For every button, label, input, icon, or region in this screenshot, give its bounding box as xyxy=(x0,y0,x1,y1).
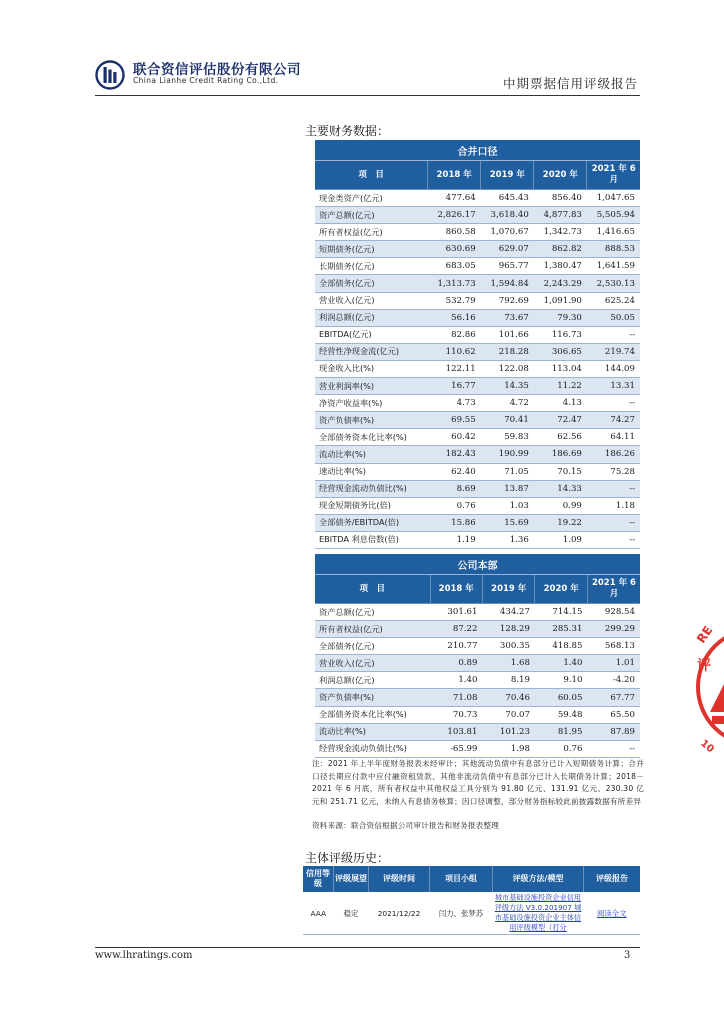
row-value: 219.74 xyxy=(587,343,640,360)
row-value: 71.08 xyxy=(430,689,482,706)
row-label: 净资产收益率(%) xyxy=(315,395,428,412)
row-value: 64.11 xyxy=(587,429,640,446)
row-label: 资产总额(亿元) xyxy=(315,604,430,621)
table-row xyxy=(315,446,640,463)
row-value: 1.03 xyxy=(481,497,534,514)
row-value: 60.42 xyxy=(428,429,481,446)
row-value: 113.04 xyxy=(534,360,587,377)
row-value: 15.86 xyxy=(428,514,481,531)
row-value: 14.35 xyxy=(481,378,534,395)
header-grade: 信用等级 xyxy=(303,866,334,892)
table-row xyxy=(315,723,640,740)
row-value: 13.87 xyxy=(481,480,534,497)
row-value: 70.73 xyxy=(430,706,482,723)
header-divider xyxy=(95,95,640,96)
row-label: EBITDA(亿元) xyxy=(315,326,428,343)
row-value: 71.05 xyxy=(481,463,534,480)
header-team: 项目小组 xyxy=(430,866,493,892)
parent-header-row xyxy=(315,575,640,604)
table-row xyxy=(315,207,640,224)
row-value: 856.40 xyxy=(534,190,587,207)
table-row xyxy=(315,497,640,514)
row-value: 965.77 xyxy=(481,258,534,275)
company-seal-stamp xyxy=(694,612,724,762)
table-row xyxy=(315,463,640,480)
row-value: 1,380.47 xyxy=(534,258,587,275)
data-source: 资料来源：联合资信根据公司审计报告和财务报表整理 xyxy=(312,821,500,830)
financial-note: 注：2021 年上半年度财务报表未经审计；其他流动负债中有息部分已计入短期债务计算；合并口径长期应付款中应付融资租赁款、其他非流动负债中有息部分已计入长期债务计算；2018－2021 年 6 月底，所有者权益中其他权益工具分别为 91.80 亿元、131.91 亿元、230.30 亿元和 251.71 亿元，未纳入有息债务核算；因口径调整，部分财务指标较此前披露数据有所差异 xyxy=(312,759,644,806)
row-value: 1,416.65 xyxy=(587,224,640,241)
row-label: 利润总额(亿元) xyxy=(315,672,430,689)
row-label: EBITDA 利息倍数(倍) xyxy=(315,531,428,548)
table-row xyxy=(315,740,640,757)
row-value: 60.05 xyxy=(535,689,587,706)
row-value: -4.20 xyxy=(587,672,640,689)
table-row xyxy=(315,343,640,360)
row-label: 全部债务(亿元) xyxy=(315,275,428,292)
row-value: 87.22 xyxy=(430,621,482,638)
row-value: 56.16 xyxy=(428,309,481,326)
row-value: 122.11 xyxy=(428,360,481,377)
row-label: 全部债务资本化比率(%) xyxy=(315,706,430,723)
row-value: 210.77 xyxy=(430,638,482,655)
row-value: 62.40 xyxy=(428,463,481,480)
row-value: -- xyxy=(587,480,640,497)
row-value: 15.69 xyxy=(481,514,534,531)
table-row xyxy=(315,480,640,497)
row-value: 300.35 xyxy=(482,638,534,655)
row-value: 122.08 xyxy=(481,360,534,377)
row-value: 50.05 xyxy=(587,309,640,326)
table-row xyxy=(315,638,640,655)
row-value: 301.61 xyxy=(430,604,482,621)
row-value: 75.28 xyxy=(587,463,640,480)
row-label: 利润总额(亿元) xyxy=(315,309,428,326)
rating-method-link[interactable]: 城市基础设施投资企业信用评级方法 V3.0.201907 城市基础设施投资企业主体信用评级模型（打分 xyxy=(493,892,584,935)
row-value: 73.67 xyxy=(481,309,534,326)
row-label: 营业利润率(%) xyxy=(315,378,428,395)
table-row xyxy=(315,689,640,706)
row-label: 速动比率(%) xyxy=(315,463,428,480)
row-label: 流动比率(%) xyxy=(315,723,430,740)
row-value: 74.27 xyxy=(587,412,640,429)
page-number: 3 xyxy=(624,950,631,961)
row-value: 101.66 xyxy=(481,326,534,343)
consolidated-financial-table xyxy=(315,140,640,549)
row-label: 所有者权益(亿元) xyxy=(315,621,430,638)
row-value: 860.58 xyxy=(428,224,481,241)
row-value: 1,091.90 xyxy=(534,292,587,309)
table-row xyxy=(315,292,640,309)
row-value: 70.46 xyxy=(482,689,534,706)
header-2021h1: 2021 年 6 月 xyxy=(587,575,640,604)
report-type: 中期票据信用评级报告 xyxy=(502,76,638,91)
row-value: 8.19 xyxy=(482,672,534,689)
row-value: 4.13 xyxy=(534,395,587,412)
table-row xyxy=(315,190,640,207)
footer-website-link[interactable]: www.lhratings.com xyxy=(95,950,193,961)
header-2018: 2018 年 xyxy=(430,575,482,604)
row-value: 144.09 xyxy=(587,360,640,377)
row-value: 1.18 xyxy=(587,497,640,514)
table-row xyxy=(315,378,640,395)
row-value: 13.31 xyxy=(587,378,640,395)
row-value: 59.48 xyxy=(535,706,587,723)
row-label: 长期债务(亿元) xyxy=(315,258,428,275)
row-value: 434.27 xyxy=(482,604,534,621)
table-row xyxy=(315,429,640,446)
row-value: 87.89 xyxy=(587,723,640,740)
row-value: 1.40 xyxy=(430,672,482,689)
table-row xyxy=(315,360,640,377)
header-method: 评级方法/模型 xyxy=(493,866,584,892)
row-value: 568.13 xyxy=(587,638,640,655)
rating-grade: AAA xyxy=(303,892,334,935)
row-value: 625.24 xyxy=(587,292,640,309)
row-label: 全部债务资本化比率(%) xyxy=(315,429,428,446)
row-value: 110.62 xyxy=(428,343,481,360)
row-value: 1.36 xyxy=(481,531,534,548)
table-row xyxy=(315,621,640,638)
read-full-report-link[interactable]: 阅读全文 xyxy=(584,892,641,935)
financial-section-title: 主要财务数据： xyxy=(305,124,390,138)
header-2020: 2020 年 xyxy=(534,161,587,190)
row-value: -- xyxy=(587,514,640,531)
row-value: 1,594.84 xyxy=(481,275,534,292)
row-value: 4,877.83 xyxy=(534,207,587,224)
svg-text:评: 评 xyxy=(697,658,711,674)
row-value: 285.31 xyxy=(535,621,587,638)
header-date: 评级时间 xyxy=(369,866,430,892)
row-value: 70.15 xyxy=(534,463,587,480)
header-outlook: 评级展望 xyxy=(334,866,369,892)
table-row xyxy=(315,604,640,621)
row-value: 190.99 xyxy=(481,446,534,463)
row-value: 182.43 xyxy=(428,446,481,463)
row-value: 0.89 xyxy=(430,655,482,672)
row-value: 1.19 xyxy=(428,531,481,548)
row-value: 69.55 xyxy=(428,412,481,429)
row-value: 629.07 xyxy=(481,241,534,258)
row-value: 186.69 xyxy=(534,446,587,463)
row-value: 59.83 xyxy=(481,429,534,446)
row-label: 经营性净现金流(亿元) xyxy=(315,343,428,360)
row-value: 1,641.59 xyxy=(587,258,640,275)
row-value: 218.28 xyxy=(481,343,534,360)
row-value: -65.99 xyxy=(430,740,482,757)
header-2019: 2019 年 xyxy=(481,161,534,190)
company-name-en: China Lianhe Credit Rating Co.,Ltd. xyxy=(133,76,279,85)
row-value: 101.23 xyxy=(482,723,534,740)
company-name-cn: 联合资信评估股份有限公司 xyxy=(133,62,301,78)
table-row xyxy=(315,706,640,723)
table-row xyxy=(315,224,640,241)
row-value: 67.77 xyxy=(587,689,640,706)
row-value: 70.41 xyxy=(481,412,534,429)
row-value: 3,618.40 xyxy=(481,207,534,224)
row-value: 928.54 xyxy=(587,604,640,621)
header-2019: 2019 年 xyxy=(482,575,534,604)
row-value: 862.82 xyxy=(534,241,587,258)
row-label: 所有者权益(亿元) xyxy=(315,224,428,241)
row-value: 2,243.29 xyxy=(534,275,587,292)
row-value: 8.69 xyxy=(428,480,481,497)
row-value: 2,826.17 xyxy=(428,207,481,224)
row-label: 现金短期债务比(倍) xyxy=(315,497,428,514)
rating-outlook: 稳定 xyxy=(334,892,369,935)
row-label: 现金收入比(%) xyxy=(315,360,428,377)
row-label: 资产总额(亿元) xyxy=(315,207,428,224)
row-value: 5,505.94 xyxy=(587,207,640,224)
row-value: 9.10 xyxy=(535,672,587,689)
row-value: 1,313.73 xyxy=(428,275,481,292)
row-value: 1,070.67 xyxy=(481,224,534,241)
header-report: 评级报告 xyxy=(584,866,641,892)
table-row xyxy=(315,309,640,326)
row-label: 营业收入(亿元) xyxy=(315,655,430,672)
footer-divider xyxy=(95,947,640,948)
row-value: 306.65 xyxy=(534,343,587,360)
row-value: 79.30 xyxy=(534,309,587,326)
rating-history-title: 主体评级历史： xyxy=(305,851,390,865)
row-value: 0.76 xyxy=(428,497,481,514)
row-value: 792.69 xyxy=(481,292,534,309)
row-label: 资产负债率(%) xyxy=(315,689,430,706)
row-value: 888.53 xyxy=(587,241,640,258)
row-label: 现金类资产(亿元) xyxy=(315,190,428,207)
row-value: 82.86 xyxy=(428,326,481,343)
table-row xyxy=(315,241,640,258)
rating-team: 闫力、张梦苏 xyxy=(430,892,493,935)
row-label: 资产负债率(%) xyxy=(315,412,428,429)
row-value: 1.40 xyxy=(535,655,587,672)
header-2018: 2018 年 xyxy=(428,161,481,190)
row-label: 经营现金流动负债比(%) xyxy=(315,740,430,757)
rating-date: 2021/12/22 xyxy=(369,892,430,935)
row-value: -- xyxy=(587,395,640,412)
row-label: 短期债务(亿元) xyxy=(315,241,428,258)
row-value: 16.77 xyxy=(428,378,481,395)
row-value: 1.01 xyxy=(587,655,640,672)
table-row xyxy=(315,514,640,531)
row-value: 0.99 xyxy=(534,497,587,514)
row-label: 全部债务/EBITDA(倍) xyxy=(315,514,428,531)
row-value: 81.95 xyxy=(535,723,587,740)
table-row xyxy=(315,275,640,292)
row-value: 1.68 xyxy=(482,655,534,672)
table-row xyxy=(315,412,640,429)
table-row xyxy=(315,531,640,548)
company-logo-icon xyxy=(95,60,125,90)
parent-financial-table xyxy=(315,554,640,758)
row-value: 1,342.73 xyxy=(534,224,587,241)
row-value: 1.98 xyxy=(482,740,534,757)
row-value: 532.79 xyxy=(428,292,481,309)
row-value: 1,047.65 xyxy=(587,190,640,207)
row-value: 1.09 xyxy=(534,531,587,548)
table-row xyxy=(315,395,640,412)
rating-row xyxy=(303,892,640,935)
row-value: 11.22 xyxy=(534,378,587,395)
header-item: 项 目 xyxy=(315,575,430,604)
svg-text:RE: RE xyxy=(694,623,716,646)
row-value: 714.15 xyxy=(535,604,587,621)
row-value: 116.73 xyxy=(534,326,587,343)
row-value: 4.72 xyxy=(481,395,534,412)
row-value: 418.85 xyxy=(535,638,587,655)
svg-text:10: 10 xyxy=(698,737,716,756)
header-2021h1: 2021 年 6 月 xyxy=(587,161,640,190)
header-2020: 2020 年 xyxy=(535,575,587,604)
row-value: 4.73 xyxy=(428,395,481,412)
row-value: 2,530.13 xyxy=(587,275,640,292)
row-value: 477.64 xyxy=(428,190,481,207)
header-item: 项 目 xyxy=(315,161,428,190)
row-value: 0.76 xyxy=(535,740,587,757)
row-value: -- xyxy=(587,326,640,343)
consolidated-banner: 合并口径 xyxy=(315,140,640,161)
row-value: 683.05 xyxy=(428,258,481,275)
row-value: 62.56 xyxy=(534,429,587,446)
row-value: 65.50 xyxy=(587,706,640,723)
table-row xyxy=(315,326,640,343)
row-value: 186.26 xyxy=(587,446,640,463)
row-value: 299.29 xyxy=(587,621,640,638)
row-value: 14.33 xyxy=(534,480,587,497)
row-value: 128.29 xyxy=(482,621,534,638)
row-value: -- xyxy=(587,740,640,757)
table-row xyxy=(315,258,640,275)
row-value: 630.69 xyxy=(428,241,481,258)
row-value: 72.47 xyxy=(534,412,587,429)
page-header xyxy=(95,58,640,94)
row-value: 645.43 xyxy=(481,190,534,207)
row-value: 103.81 xyxy=(430,723,482,740)
row-value: 19.22 xyxy=(534,514,587,531)
parent-banner: 公司本部 xyxy=(315,554,640,575)
rating-header-row xyxy=(303,866,640,892)
consolidated-header-row xyxy=(315,161,640,190)
table-row xyxy=(315,655,640,672)
table-row xyxy=(315,672,640,689)
row-label: 流动比率(%) xyxy=(315,446,428,463)
rating-history-table xyxy=(303,866,640,935)
row-label: 全部债务(亿元) xyxy=(315,638,430,655)
row-label: 经营现金流动负债比(%) xyxy=(315,480,428,497)
row-value: -- xyxy=(587,531,640,548)
row-value: 70.07 xyxy=(482,706,534,723)
row-label: 营业收入(亿元) xyxy=(315,292,428,309)
